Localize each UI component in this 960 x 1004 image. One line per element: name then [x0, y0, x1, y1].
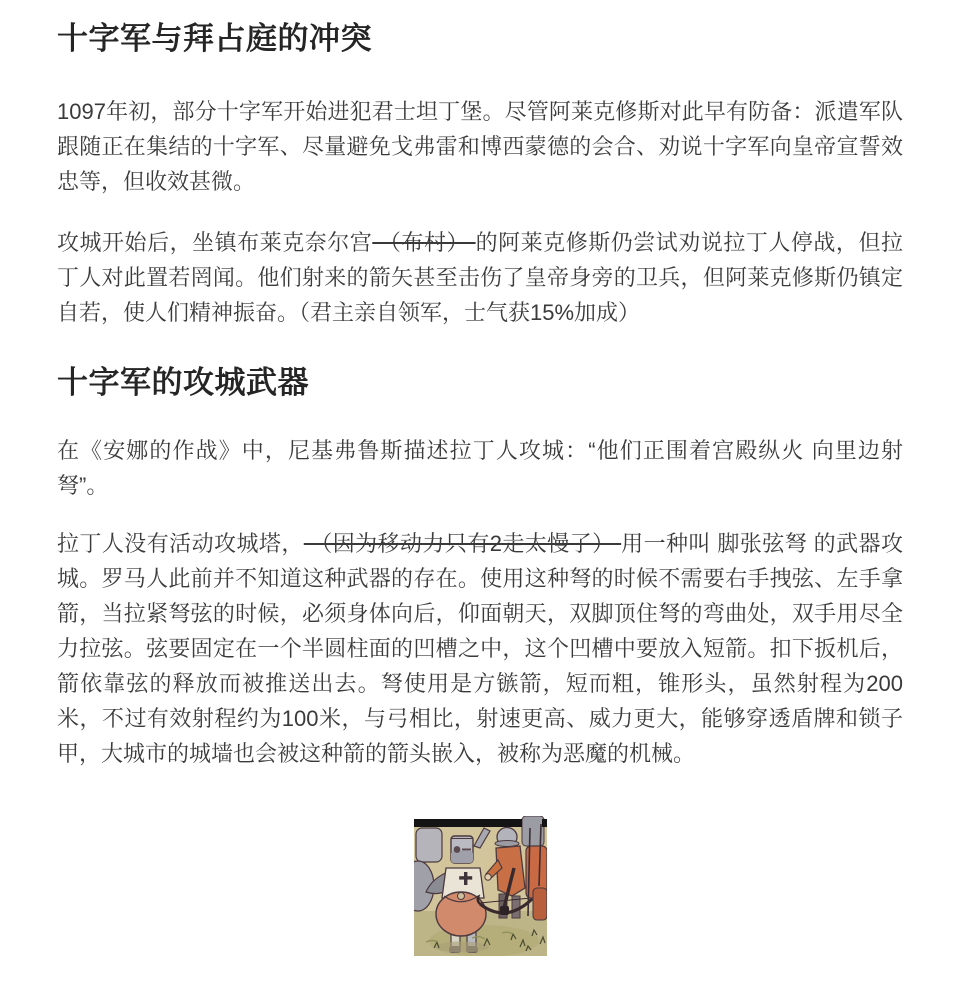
crusader-crossbow-cartoon-image: [414, 816, 547, 956]
crossbow-trigger-block: [500, 906, 509, 915]
text-run: 在《安娜的作战》中，尼基弗鲁斯描述拉丁人攻城：“他们正围着宫殿纵火 向里边射弩”。: [57, 438, 903, 498]
text-run: 攻城开始后，坐镇布莱克奈尔宫: [57, 230, 373, 255]
buckle: [457, 893, 464, 900]
panel-border-bar: [414, 819, 522, 827]
crusader-crossbow-illustration[interactable]: [414, 816, 547, 956]
paragraph-crossbow-description: [57, 526, 903, 771]
text-run: 用一种叫 脚张弦弩 的武器攻城。罗马人此前并不知道这种武器的存在。使用这种弩的时候不需要右手拽弦、左手拿箭，当拉紧弩弦的时候，必须身体向后，仰面朝天，双脚顶住弩的弯曲处，双手用尽全力拉弦。弦要固定在一个半圆柱面的凹槽之中，这个凹槽中要放入短箭。扣下扳机后，箭依靠弦的释放而被推送出去。弩使用是方镞箭，短而粗，锥形头，虽然射程为200米，不过有效射程约为100米，与弓相比，射速更高、威力更大，能够穿透盾牌和锁子甲，大城市的城墙也会被这种箭的箭头嵌入，被称为恶魔的机械。: [57, 531, 903, 766]
right-figure-lower: [533, 888, 547, 920]
section-heading-siege-weapons: 十字军的攻城武器: [57, 365, 309, 400]
helm-eye-hole: [453, 846, 460, 853]
paragraph-1097-attack: [57, 94, 903, 199]
left-soldier-armor: [416, 828, 442, 862]
strikethrough-text: （布村）: [372, 230, 476, 255]
hand: [484, 874, 490, 880]
text-run: 1097年初，部分十字军开始进犯君士坦丁堡。尽管阿莱克修斯对此早有防备：派遣军队跟随正在集结的十字军、尽量避免戈弗雷和博西蒙德的会合、劝说十字军向皇帝宣誓效忠等，但收效甚微。: [57, 99, 903, 194]
knight-shadow: [435, 942, 489, 953]
text-run: 的阿莱克修斯仍尝试劝说拉丁人停战，但拉丁人对此置若罔闻。他们射来的箭矢甚至击伤了皇帝身旁的卫兵，但阿莱克修斯仍镇定自若，使人们精神振奋。（君主亲自领军，士气获15%加成）: [57, 230, 903, 325]
text-run: 拉丁人没有活动攻城塔，: [57, 531, 304, 556]
strikethrough-text: （因为移动力只有2走太慢了）: [303, 531, 622, 556]
helmet-brim: [495, 841, 519, 847]
section-heading-crusader-byzantine-conflict: 十字军与拜占庭的冲突: [57, 21, 372, 56]
helm-faceplate: [451, 851, 473, 863]
paragraph-siege-begins: [57, 225, 903, 330]
paragraph-anna-quote: [57, 433, 903, 503]
